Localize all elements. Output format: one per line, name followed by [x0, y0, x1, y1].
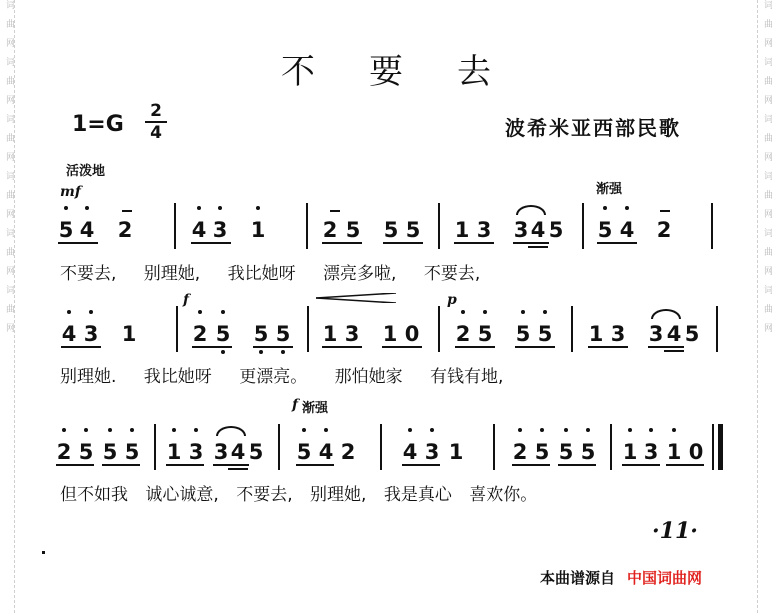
scan-speck — [42, 551, 45, 554]
barline — [711, 203, 713, 249]
underline — [253, 346, 293, 348]
note: 1 — [448, 440, 464, 464]
octave-dot — [130, 428, 134, 432]
note: 2 — [117, 218, 133, 242]
octave-dot — [108, 428, 112, 432]
note: 5 — [597, 218, 613, 242]
low-octave-dot — [259, 350, 263, 354]
note: 2 — [455, 322, 471, 346]
note: 1 — [322, 322, 338, 346]
note: 5 — [534, 440, 550, 464]
octave-dot — [628, 428, 632, 432]
note: 3 — [212, 218, 228, 242]
note: 5 — [78, 440, 94, 464]
octave-dot — [197, 206, 201, 210]
note: 2 — [340, 440, 356, 464]
barline — [278, 424, 280, 470]
note: 5 — [248, 440, 264, 464]
barline — [306, 203, 308, 249]
slur — [216, 426, 246, 436]
barline — [571, 306, 573, 352]
underline — [515, 346, 555, 348]
lyrics-line-1: 不要去, 别理她, 我比她呀 漂亮多啦, 不要去, — [60, 264, 481, 284]
key-signature: 1=G — [72, 112, 124, 137]
note: 5 — [580, 440, 596, 464]
note: 1 — [382, 322, 398, 346]
barline — [610, 424, 612, 470]
note: 0 — [688, 440, 704, 464]
dynamic-mf: mf — [60, 184, 81, 200]
note: 2 — [656, 218, 672, 242]
note: 1 — [588, 322, 604, 346]
octave-dot — [324, 428, 328, 432]
barline — [493, 424, 495, 470]
note: 1 — [121, 322, 137, 346]
octave-dot — [85, 206, 89, 210]
low-octave-dot — [221, 350, 225, 354]
octave-dot — [540, 428, 544, 432]
note: 1 — [166, 440, 182, 464]
note: 3 — [476, 218, 492, 242]
octave-dot — [483, 310, 487, 314]
crescendo-text-a: 渐强 — [596, 182, 623, 197]
underline — [666, 464, 704, 466]
note: 2 — [512, 440, 528, 464]
octave-dot — [564, 428, 568, 432]
tempo-expression: 活泼地 — [66, 164, 106, 179]
left-watermark: 词曲网词曲网词曲网词曲网词曲网词曲网 — [0, 0, 15, 613]
note: 3 — [213, 440, 229, 464]
note: 5 — [215, 322, 231, 346]
page-number: ·11· — [652, 518, 698, 544]
note: 3 — [424, 440, 440, 464]
barline — [307, 306, 309, 352]
note: 4 — [61, 322, 77, 346]
dash — [660, 210, 670, 212]
note: 4 — [191, 218, 207, 242]
octave-dot — [649, 428, 653, 432]
note: 4 — [530, 218, 546, 242]
underline — [322, 346, 362, 348]
underline — [558, 464, 596, 466]
low-octave-dot — [281, 350, 285, 354]
song-title: 不要去 — [281, 52, 545, 92]
note: 4 — [666, 322, 682, 346]
note: 2 — [192, 322, 208, 346]
underline — [383, 242, 423, 244]
source-credit — [540, 567, 702, 588]
octave-dot — [302, 428, 306, 432]
time-signature — [145, 102, 167, 142]
octave-dot — [194, 428, 198, 432]
note: 4 — [318, 440, 334, 464]
note: 4 — [619, 218, 635, 242]
note: 5 — [405, 218, 421, 242]
final-barline-thick — [718, 424, 723, 470]
note: 5 — [477, 322, 493, 346]
note: 5 — [102, 440, 118, 464]
note: 5 — [58, 218, 74, 242]
note: 1 — [666, 440, 682, 464]
underline — [61, 346, 101, 348]
octave-dot — [256, 206, 260, 210]
octave-dot — [625, 206, 629, 210]
octave-dot — [408, 428, 412, 432]
barline — [582, 203, 584, 249]
underline — [648, 346, 684, 348]
underline — [191, 242, 231, 244]
octave-dot — [62, 428, 66, 432]
note: 3 — [344, 322, 360, 346]
note: 5 — [515, 322, 531, 346]
underline-double — [528, 246, 548, 248]
song-origin: 波希米亚西部民歌 — [505, 116, 681, 140]
note: 4 — [402, 440, 418, 464]
source-label: 本曲谱源自 — [540, 569, 616, 587]
right-watermark: 词曲网词曲网词曲网词曲网词曲网词曲网 — [757, 0, 772, 613]
octave-dot — [543, 310, 547, 314]
note: 3 — [610, 322, 626, 346]
dash — [122, 210, 132, 212]
note: 5 — [537, 322, 553, 346]
note: 5 — [558, 440, 574, 464]
octave-dot — [89, 310, 93, 314]
barline — [176, 306, 178, 352]
slur — [516, 205, 546, 215]
underline — [192, 346, 232, 348]
underline — [322, 242, 362, 244]
octave-dot — [172, 428, 176, 432]
dash — [330, 210, 340, 212]
meter-top: 2 — [150, 101, 162, 121]
note: 4 — [230, 440, 246, 464]
note: 5 — [345, 218, 361, 242]
barline — [438, 306, 440, 352]
octave-dot — [218, 206, 222, 210]
note: 2 — [56, 440, 72, 464]
octave-dot — [521, 310, 525, 314]
lyrics-line-2: 别理她. 我比她呀 更漂亮。 那怕她家 有钱有地, — [60, 367, 504, 387]
crescendo-text-b: 渐强 — [302, 401, 329, 416]
dynamic-p: p — [447, 292, 457, 308]
underline — [454, 242, 494, 244]
underline — [597, 242, 637, 244]
octave-dot — [221, 310, 225, 314]
note: 5 — [124, 440, 140, 464]
crescendo-hairpin — [316, 293, 396, 303]
octave-dot — [67, 310, 71, 314]
lyrics-line-3: 但不如我 诚心诚意, 不要去, 别理她, 我是真心 喜欢你。 — [60, 485, 538, 505]
octave-dot — [430, 428, 434, 432]
octave-dot — [461, 310, 465, 314]
note: 1 — [622, 440, 638, 464]
dynamic-f-2: f — [292, 397, 299, 413]
note: 3 — [648, 322, 664, 346]
source-site-link[interactable]: 中国词曲网 — [627, 569, 703, 587]
final-barline-thin — [712, 424, 714, 470]
note: 3 — [188, 440, 204, 464]
octave-dot — [84, 428, 88, 432]
note: 5 — [275, 322, 291, 346]
underline — [166, 464, 204, 466]
slur — [651, 309, 681, 319]
note: 5 — [253, 322, 269, 346]
barline — [174, 203, 176, 249]
underline — [513, 242, 549, 244]
octave-dot — [198, 310, 202, 314]
underline — [455, 346, 495, 348]
note: 3 — [83, 322, 99, 346]
underline — [213, 464, 249, 466]
underline-double — [664, 350, 684, 352]
underline — [382, 346, 422, 348]
octave-dot — [64, 206, 68, 210]
note: 5 — [548, 218, 564, 242]
note: 5 — [296, 440, 312, 464]
barline — [154, 424, 156, 470]
note: 1 — [454, 218, 470, 242]
barline — [716, 306, 718, 352]
underline — [296, 464, 334, 466]
underline — [402, 464, 440, 466]
note: 5 — [684, 322, 700, 346]
note: 0 — [404, 322, 420, 346]
note: 1 — [250, 218, 266, 242]
note: 3 — [643, 440, 659, 464]
dynamic-f: f — [183, 292, 190, 308]
barline — [438, 203, 440, 249]
octave-dot — [603, 206, 607, 210]
underline — [102, 464, 140, 466]
note: 2 — [322, 218, 338, 242]
meter-bottom: 4 — [150, 123, 162, 143]
octave-dot — [518, 428, 522, 432]
underline — [56, 464, 94, 466]
note: 4 — [79, 218, 95, 242]
underline — [512, 464, 550, 466]
octave-dot — [586, 428, 590, 432]
underline — [588, 346, 628, 348]
underline-double — [228, 468, 248, 470]
note: 3 — [513, 218, 529, 242]
note: 5 — [383, 218, 399, 242]
octave-dot — [672, 428, 676, 432]
underline — [58, 242, 98, 244]
underline — [622, 464, 660, 466]
barline — [380, 424, 382, 470]
